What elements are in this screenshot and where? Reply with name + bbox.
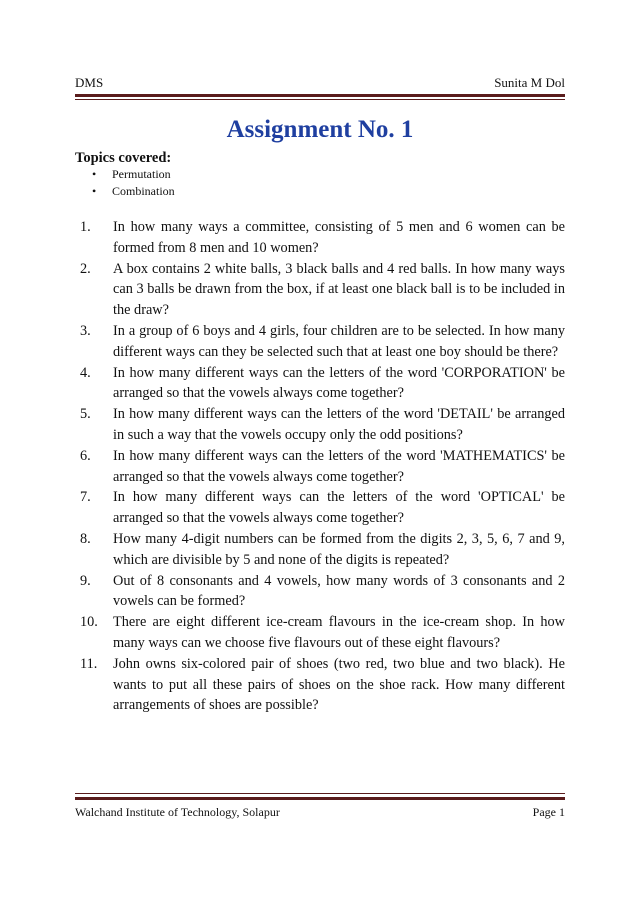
topics-heading: Topics covered: [75, 150, 172, 166]
page-footer [75, 803, 565, 821]
question-number: 7. [80, 489, 91, 506]
question-text: In how many different ways can the letters of the word 'OPTICAL' be arranged so that the vowels always come together? [113, 489, 565, 527]
questions-list [80, 217, 565, 716]
question-text: In how many different ways can the letters of the word 'CORPORATION' be arranged so that the vowels always come together? [113, 364, 565, 402]
question-item [80, 612, 565, 654]
footer-institute: Walchand Institute of Technology, Solapur [75, 805, 280, 819]
header-rule-thick [75, 94, 565, 97]
question-text: There are eight different ice-cream flavours in the ice-cream shop. In how many ways can we choose five flavours out of these eight flavours? [113, 614, 565, 651]
question-text: In a group of 6 boys and 4 girls, four children are to be selected. In how many different ways can they be selected such that at least one boy should be there? [113, 322, 565, 360]
question-text: In how many different ways can the letters of the word 'DETAIL' be arranged in such a way that the vowels occupy only the odd positions? [113, 406, 565, 443]
question-number: 4. [80, 364, 91, 381]
question-number: 9. [80, 572, 91, 589]
question-text: Out of 8 consonants and 4 vowels, how many words of 3 consonants and 2 vowels can be formed? [113, 572, 565, 610]
question-item [80, 217, 565, 259]
question-text: A box contains 2 white balls, 3 black balls and 4 red balls. In how many ways can 3 balls be drawn from the box, if at least one black ball is to be included in the draw? [113, 260, 565, 319]
question-item [80, 654, 565, 716]
question-number: 8. [80, 530, 91, 547]
header-rule-thin [75, 99, 565, 100]
question-number: 10. [80, 614, 98, 631]
footer-page-number: Page 1 [532, 805, 565, 819]
header-course: DMS [75, 75, 104, 90]
question-item [80, 487, 565, 529]
question-item [80, 321, 565, 363]
question-item [80, 363, 565, 405]
question-item [80, 571, 565, 613]
question-item [80, 446, 565, 488]
question-text: How many 4-digit numbers can be formed from the digits 2, 3, 5, 6, 7 and 9, which are divisible by 5 and none of the digits is repeated? [113, 530, 565, 568]
question-number: 11. [80, 655, 98, 672]
question-text: In how many different ways can the letters of the word 'MATHEMATICS' be arranged so that the vowels always come together? [113, 447, 565, 485]
page-header [75, 73, 565, 93]
question-text: In how many ways a committee, consisting of 5 men and 6 women can be formed from 8 men and 10 women? [113, 219, 565, 256]
question-number: 5. [80, 406, 91, 423]
topic-item: • Permutation [92, 166, 175, 183]
question-item [80, 404, 565, 446]
footer-rule-thick [75, 797, 565, 800]
question-item [80, 259, 565, 321]
topics-list [92, 166, 175, 199]
page-title: Assignment No. 1 [226, 116, 414, 143]
header-author: Sunita M Dol [494, 75, 565, 90]
question-number: 1. [80, 219, 91, 235]
question-number: 6. [80, 447, 91, 464]
question-item [80, 529, 565, 571]
question-number: 2. [80, 260, 91, 277]
topic-item: • Combination [92, 183, 175, 200]
question-text: John owns six-colored pair of shoes (two red, two blue and two black). He wants to put all these pairs of shoes on the shoe rack. How many different arrangements of shoes are possible? [113, 655, 565, 714]
footer-rule-thin [75, 793, 565, 794]
question-number: 3. [80, 322, 91, 339]
